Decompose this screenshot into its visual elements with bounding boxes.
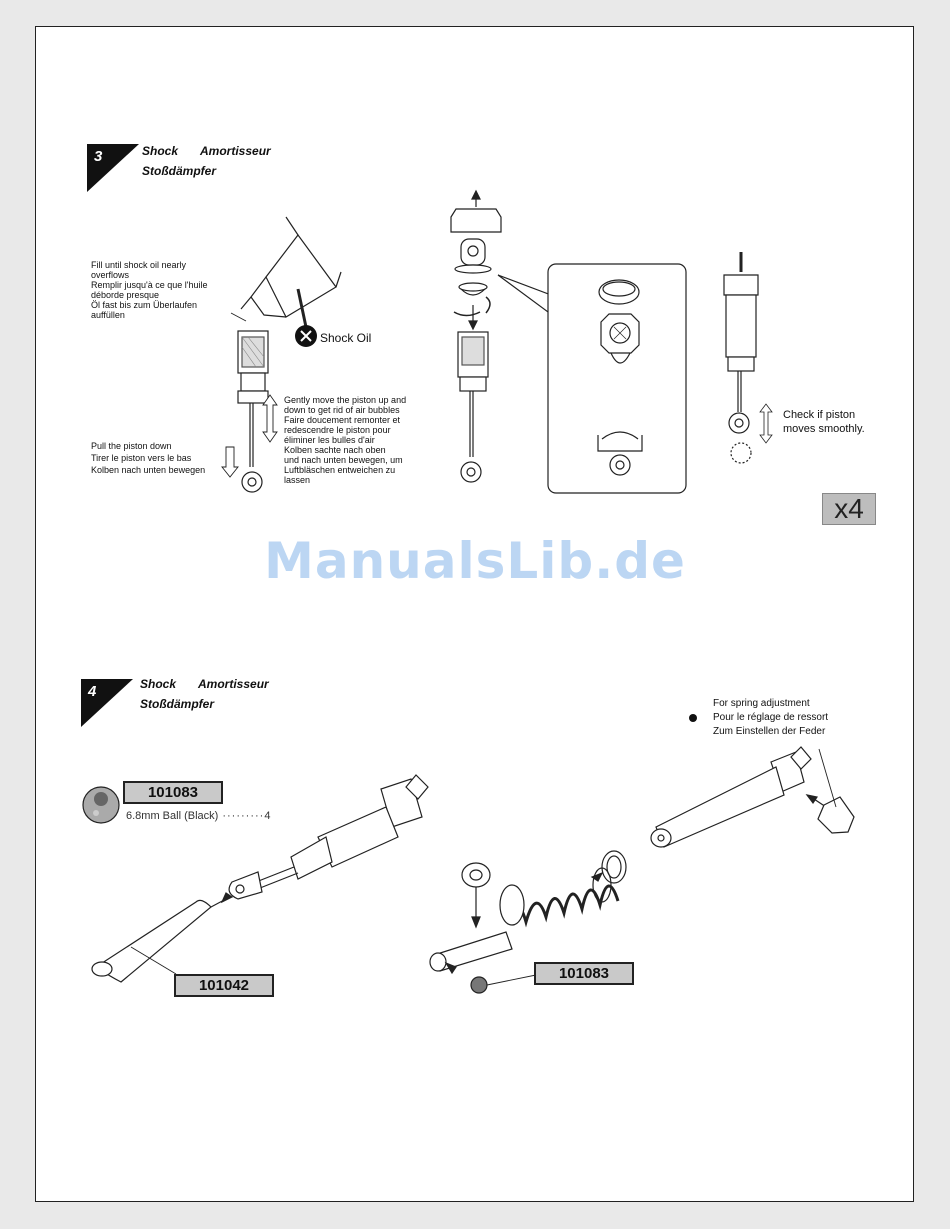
- spring-assembly-icon: [430, 747, 854, 993]
- ball-icon: [83, 787, 119, 823]
- step-3-title-de: Stoßdämpfer: [142, 164, 217, 178]
- quantity-badge: x4: [822, 493, 876, 525]
- watermark: ManualsLib.de: [264, 532, 686, 590]
- step-4-title-fr: Amortisseur: [198, 677, 269, 691]
- step-4-title-en: Shock: [140, 677, 177, 691]
- bullet-icon: [689, 714, 697, 722]
- step-3-title-en: Shock: [142, 144, 179, 158]
- spring-adjust-note: For spring adjustment Pour le réglage de ressort Zum Einstellen der Feder: [713, 698, 829, 737]
- part-number-ball-2: 101083: [534, 962, 634, 985]
- manual-page: [35, 26, 914, 1202]
- step-4-title-de: Stoßdämpfer: [140, 697, 215, 711]
- step-4-number: 4: [88, 683, 97, 700]
- shock-with-boot-icon: [92, 775, 428, 982]
- air-bubbles-note: Gently move the piston up and down to get rid of air bubbles Faire doucement remonter et redescendre le piston pour éliminer les bulles d'air Kolben sachte nach oben und nach unten bewegen, um Luftbläschen entweichen zu lassen: [284, 395, 407, 485]
- fill-oil-note: Fill until shock oil nearly overflows Remplir jusqu'à ce que l'huile déborde presque Öl fast bis zum Überlaufen auffüllen: [91, 260, 208, 320]
- part-number-ball: 101083: [123, 781, 223, 804]
- step-3-title-fr: Amortisseur: [200, 144, 271, 158]
- ball-part-label: 6.8mm Ball (Black) ·········4: [126, 810, 271, 822]
- step-4-illustration: [36, 27, 915, 1203]
- step-3-number: 3: [94, 148, 103, 165]
- shock-oil-label: Shock Oil: [320, 331, 372, 345]
- pull-piston-note: Pull the piston down Tirer le piston vers le bas Kolben nach unten bewegen: [91, 441, 206, 475]
- part-number-boot: 101042: [174, 974, 274, 997]
- check-piston-note: Check if piston moves smoothly.: [783, 409, 865, 435]
